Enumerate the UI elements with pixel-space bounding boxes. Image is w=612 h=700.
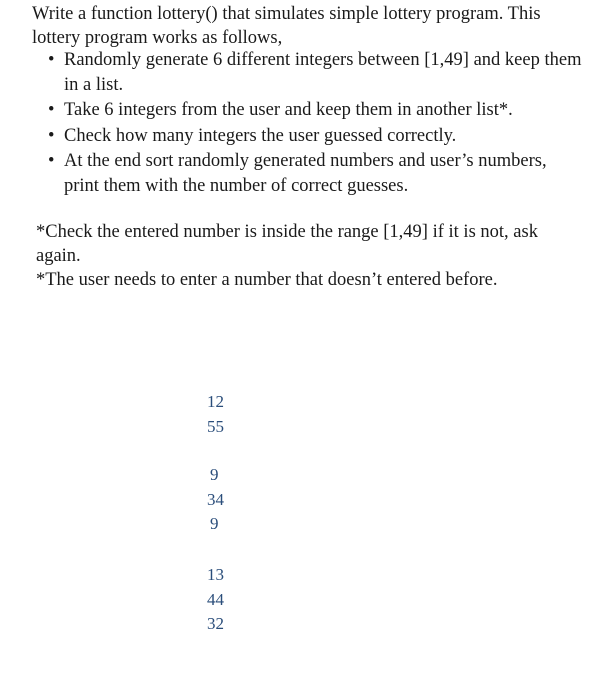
intro-paragraph: Write a function lottery() that simulates simple lottery program. This lottery program works as follows, [32,4,541,48]
number-value: 34 [207,489,224,509]
list-item-text: Check how many integers the user guessed correctly. [64,125,457,146]
list-item-text: At the end sort randomly generated numbers and user’s numbers, print them with the number of correct guesses. [64,151,547,196]
number-group-3 [207,563,224,637]
bullet-icon: • [48,100,55,120]
bullet-icon: • [48,50,55,70]
list-item [44,124,584,149]
number-group-1 [207,390,224,439]
list-item [44,149,584,198]
range-note: *Check the entered number is inside the range [1,49] if it is not, ask again. [36,222,538,266]
number-value: 9 [210,514,219,533]
list-item [44,98,584,123]
list-item-text: Randomly generate 6 different integers between [1,49] and keep them in a list. [64,50,582,95]
number-value: 13 [207,565,224,584]
duplicate-note: *The user needs to enter a number that doesn’t entered before. [36,270,498,290]
number-value: 55 [207,416,224,436]
bullet-icon: • [48,151,55,171]
number-value: 9 [210,465,219,484]
list-item [44,48,584,97]
number-value: 44 [207,589,224,609]
number-value: 12 [207,392,224,411]
list-item-text: Take 6 integers from the user and keep them in another list*. [64,100,513,120]
bullet-icon: • [48,125,55,146]
number-value: 32 [207,614,224,633]
requirements-list [44,48,584,199]
number-group-2 [207,463,224,537]
